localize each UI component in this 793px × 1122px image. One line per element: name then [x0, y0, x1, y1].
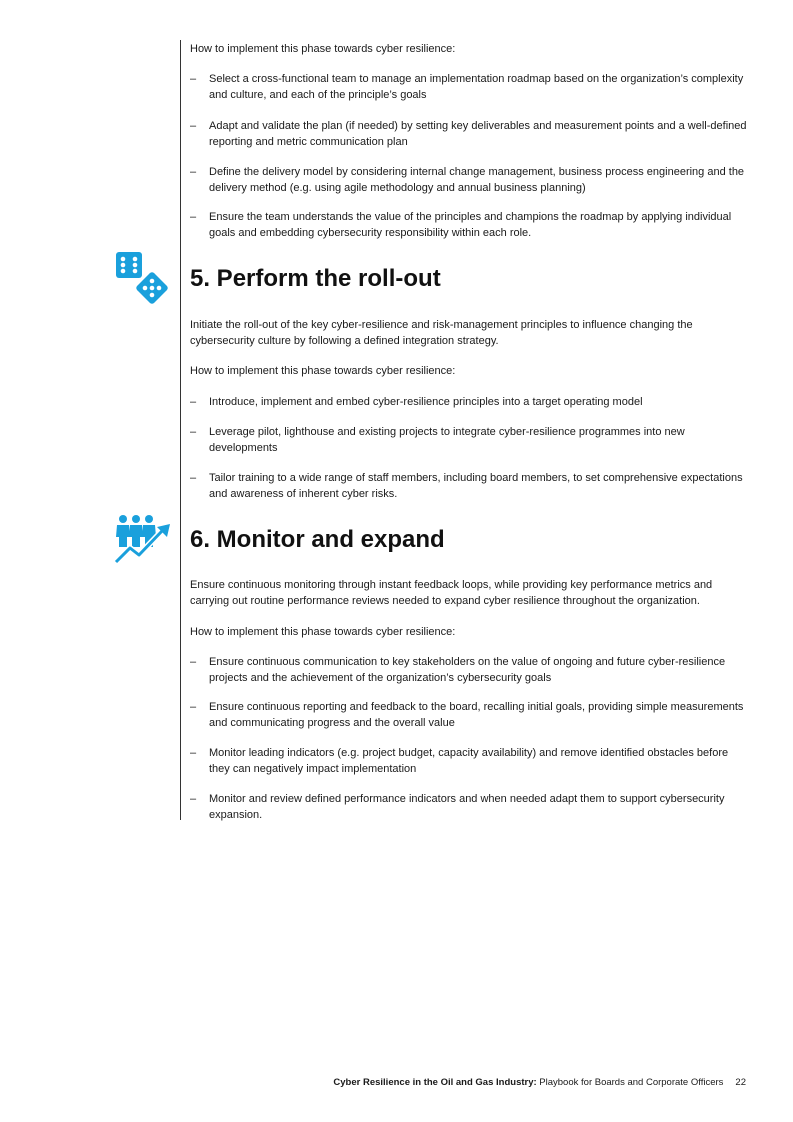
footer-title: Cyber Resilience in the Oil and Gas Industry:	[333, 1077, 537, 1088]
bullet-dash: –	[190, 656, 197, 668]
bullet-dash: –	[190, 211, 197, 223]
bullet-dash: –	[190, 426, 197, 438]
list-item-text: Select a cross-functional team to manage an implementation roadmap based on the organization’s complexity and culture, and each of the principle’s goals	[209, 73, 744, 101]
footer-subtitle: Playbook for Boards and Corporate Officers	[536, 1077, 724, 1088]
section-5-heading: 5. Perform the roll-out	[190, 265, 441, 292]
list-item-text: Monitor and review defined performance indicators and when needed adapt them to support cybersecurity expansion.	[209, 793, 725, 821]
section-6-how-to: How to implement this phase towards cyber resilience:	[190, 626, 456, 638]
list-item	[190, 700, 750, 731]
bullet-dash: –	[190, 166, 197, 178]
bullet-dash: –	[190, 120, 197, 132]
list-item	[190, 210, 750, 241]
list-item-text: Tailor training to a wide range of staff members, including board members, to set comprehensive expectations and awareness of inherent cyber risks.	[209, 472, 743, 500]
bullet-dash: –	[190, 472, 197, 484]
list-item-text: Introduce, implement and embed cyber-resilience principles into a target operating model	[209, 396, 643, 408]
list-item-text: Ensure continuous communication to key stakeholders on the value of ongoing and future cyber-resilience projects and the achievement of the organization’s cybersecurity goals	[209, 656, 726, 684]
list-item	[190, 165, 750, 196]
intro-how-to: How to implement this phase towards cyber resilience:	[190, 43, 456, 55]
dice-icon	[113, 249, 173, 309]
bullet-dash: –	[190, 701, 197, 713]
section-6-heading: 6. Monitor and expand	[190, 526, 445, 553]
section-5-how-to: How to implement this phase towards cyber resilience:	[190, 365, 456, 377]
list-item	[190, 746, 750, 777]
left-vertical-rule	[180, 40, 181, 820]
page-footer	[333, 1077, 746, 1088]
list-item	[190, 72, 750, 103]
list-item-text: Ensure the team understands the value of the principles and champions the roadmap by applying individual goals and embedding cybersecurity responsibility within each role.	[209, 211, 732, 239]
bullet-dash: –	[190, 747, 197, 759]
list-item	[190, 471, 750, 502]
section-5-paragraph: Initiate the roll-out of the key cyber-resilience and risk-management principles to influence changing the cybersecurity culture by following a defined integration strategy.	[190, 319, 693, 347]
list-item-text: Leverage pilot, lighthouse and existing projects to integrate cyber-resilience programmes into new developments	[209, 426, 685, 454]
bullet-dash: –	[190, 396, 197, 408]
people-growth-icon	[113, 513, 175, 565]
list-item-text: Define the delivery model by considering internal change management, business process engineering and the delivery method (e.g. using agile methodology and annual business planning)	[209, 166, 745, 194]
bullet-dash: –	[190, 73, 197, 85]
list-item-text: Ensure continuous reporting and feedback to the board, recalling initial goals, providing simple measurements and communicating progress and the overall value	[209, 701, 744, 729]
list-item	[190, 395, 750, 411]
list-item	[190, 119, 750, 150]
section-6-paragraph: Ensure continuous monitoring through instant feedback loops, while providing key performance metrics and carrying out routine performance reviews needed to expand cyber resilience throughout the organization.	[190, 579, 713, 607]
list-item	[190, 792, 750, 823]
page-number: 22	[735, 1077, 746, 1088]
bullet-dash: –	[190, 793, 197, 805]
list-item-text: Adapt and validate the plan (if needed) by setting key deliverables and measurement points and a well-defined reporting and metric communication plan	[209, 120, 747, 148]
list-item	[190, 425, 750, 456]
list-item-text: Monitor leading indicators (e.g. project budget, capacity availability) and remove identified obstacles before they can negatively impact implementation	[209, 747, 729, 775]
list-item	[190, 655, 750, 686]
